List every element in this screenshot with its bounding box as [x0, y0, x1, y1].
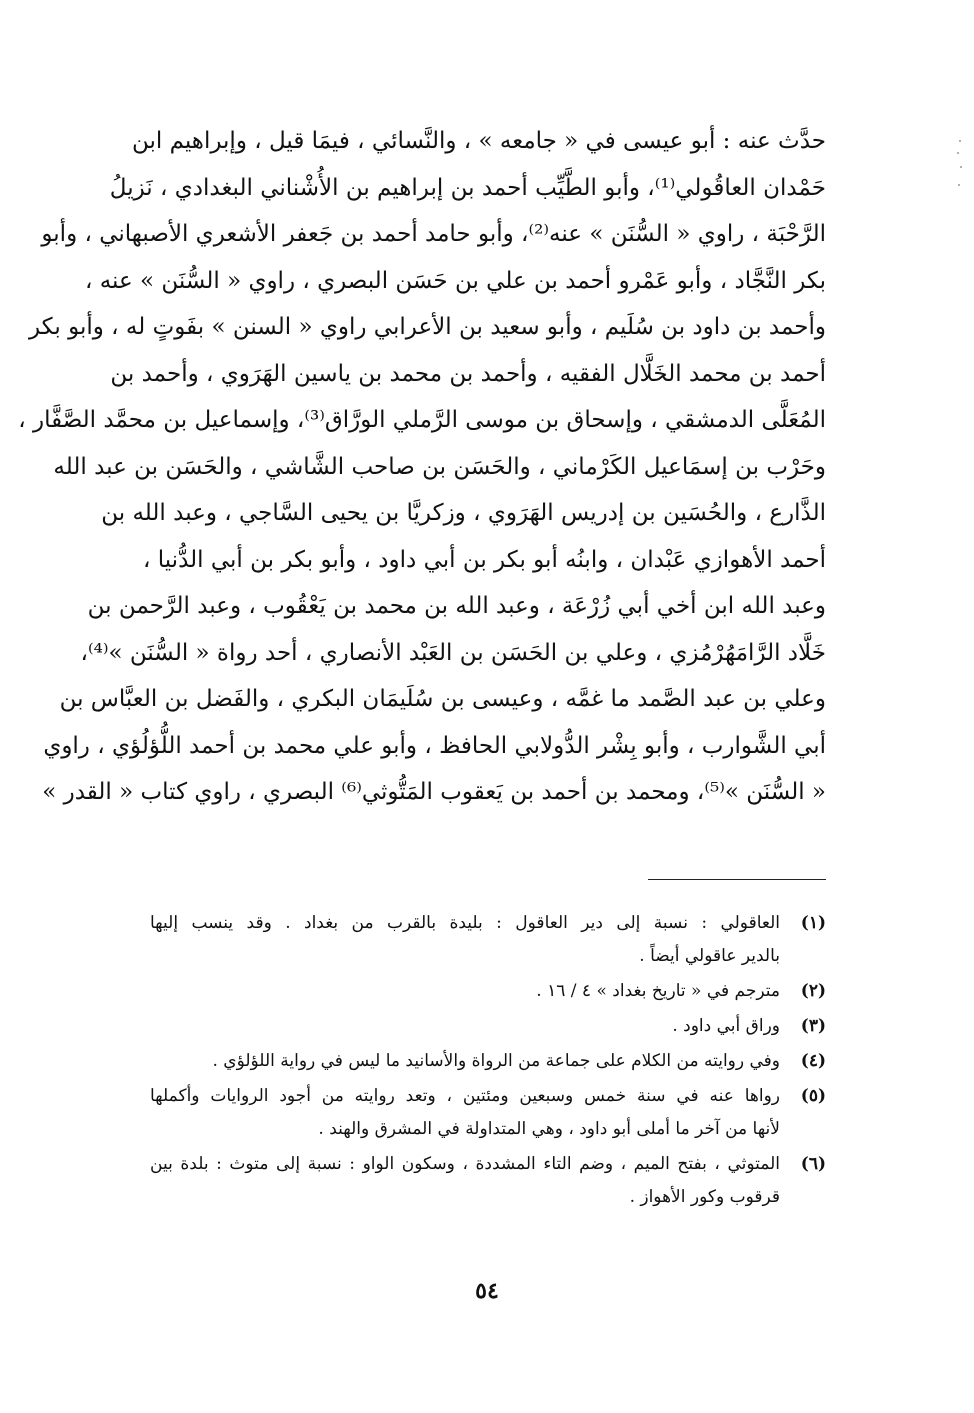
footnote-2 [150, 975, 826, 1008]
footnote-number: (٥) [800, 1086, 826, 1106]
text-line: المُعَلَّى الدمشقي ، وإسحاق بن موسى الرَّملي الورَّاق⁽³⁾، وإسماعيل بن محمَّد الصَّفَّار ، [18, 407, 826, 433]
footnote-line: وفي روايته من الكلام على جماعة من الرواة والأسانيد ما ليس في رواية اللؤلؤي . [212, 1051, 780, 1071]
footnote-line: لأنها من آخر ما أملى أبو داود ، وهي المتداولة في المشرق والهند . [318, 1119, 780, 1139]
text-line: وحَرْب بن إسمَاعيل الكَرْماني ، والحَسَن بن صاحب الشَّاشي ، والحَسَن بن عبد الله [53, 453, 826, 480]
footnote-number: (٣) [800, 1016, 826, 1036]
footnote-line: وراق أبي داود . [672, 1016, 780, 1036]
footnote-number: (٤) [800, 1051, 826, 1071]
footnote-3 [150, 1010, 826, 1043]
footnote-number: (٢) [800, 981, 826, 1001]
text-line: حدَّث عنه : أبو عيسى في « جامعه » ، والنَّسائي ، فيمَا قيل ، وإبراهيم ابن [131, 128, 826, 154]
text-line: « السُّنَن »⁽⁵⁾، ومحمد بن أحمد بن يَعقوب المَتُّوثي⁽⁶⁾ البصري ، راوي كتاب « القدر » [42, 779, 826, 805]
page-number: ٥٤ [475, 1278, 499, 1304]
footnote-text [150, 1080, 780, 1146]
text-line: الذَّارع ، والحُسَين بن إدريس الهَرَوي ، وزكريَّا بن يحيى السَّاجي ، وعبد الله بن [101, 500, 826, 526]
footnote-4 [150, 1045, 826, 1078]
footnote-line: رواها عنه في سنة خمس وسبعين ومئتين ، وتعد روايته من أجود الروايات وأكملها [150, 1086, 780, 1106]
footnote-separator [648, 879, 826, 880]
footnote-5 [150, 1080, 826, 1146]
footnotes [150, 907, 826, 1216]
text-line: وأحمد بن داود بن سُلَيم ، وأبو سعيد بن الأعرابي راوي « السنن » بفَوتٍ له ، وأبو بكر [28, 314, 826, 340]
footnote-6 [150, 1148, 826, 1214]
margin-marks [956, 140, 962, 200]
footnote-number: (٦) [800, 1154, 826, 1174]
main-text-body [18, 118, 826, 816]
text-line: حَمْدان العاقُولي⁽¹⁾، وأبو الطَّيِّب أحمد بن إبراهيم بن الأُشْناني البغدادي ، نَزيلُ [109, 174, 826, 201]
footnote-text [150, 1148, 780, 1214]
text-line: بكر النَّجَّاد ، وأبو عَمْرو أحمد بن علي بن حَسَن البصري ، راوي « السُّنَن » عنه ، [84, 267, 826, 294]
text-line: أبي الشَّوارب ، وأبو بِشْر الدُّولابي الحافظ ، وأبو علي محمد بن أحمد اللُّؤلُؤي ، راوي [43, 732, 826, 759]
footnote-line: مترجم في « تاريخ بغداد » ٤ / ١٦ . [536, 981, 780, 1001]
text-line: أحمد بن محمد الخَلَّال الفقيه ، وأحمد بن محمد بن ياسين الهَرَوي ، وأحمد بن [110, 360, 826, 387]
footnote-line: العاقولي : نسبة إلى دير العاقول : بليدة بالقرب من بغداد . وقد ينسب إليها [150, 913, 780, 933]
footnote-text [150, 907, 780, 973]
footnote-text [150, 975, 780, 1008]
text-line: وعبد الله ابن أخي أبي زُرْعَة ، وعبد الله بن محمد بن يَعْقُوب ، وعبد الرَّحمن بن [87, 593, 826, 619]
text-line: الرَّحْبَة ، راوي « السُّنَن » عنه⁽²⁾، وأبو حامد أحمد بن جَعفر الأشعري الأصبهاني ، وأبو [41, 221, 826, 247]
footnote-line: بالدير عاقولي أيضاً . [639, 946, 780, 966]
text-line: خَلَّاد الرَّامَهُرْمُزي ، وعلي بن الحَسَن بن العَبْد الأنصاري ، أحد رواة « السُّنَن »⁽⁴⁾، [80, 639, 826, 666]
footnote-text [150, 1010, 780, 1043]
footnote-number: (١) [800, 913, 826, 933]
text-line: أحمد الأهوازي عَبْدان ، وابنُه أبو بكر بن أبي داود ، وأبو بكر بن أبي الدُّنيا ، [142, 546, 826, 573]
footnote-line: المتوثي ، بفتح الميم ، وضم التاء المشددة ، وسكون الواو : نسبة إلى متوث : بلدة بين [150, 1154, 780, 1174]
text-line: وعلي بن عبد الصَّمد ما غمَّه ، وعيسى بن سُلَيمَان البكري ، والفَضل بن العبَّاس بن [59, 686, 826, 712]
footnote-line: قرقوب وكور الأهواز . [629, 1187, 780, 1207]
footnote-text [150, 1045, 780, 1078]
footnote-1 [150, 907, 826, 973]
